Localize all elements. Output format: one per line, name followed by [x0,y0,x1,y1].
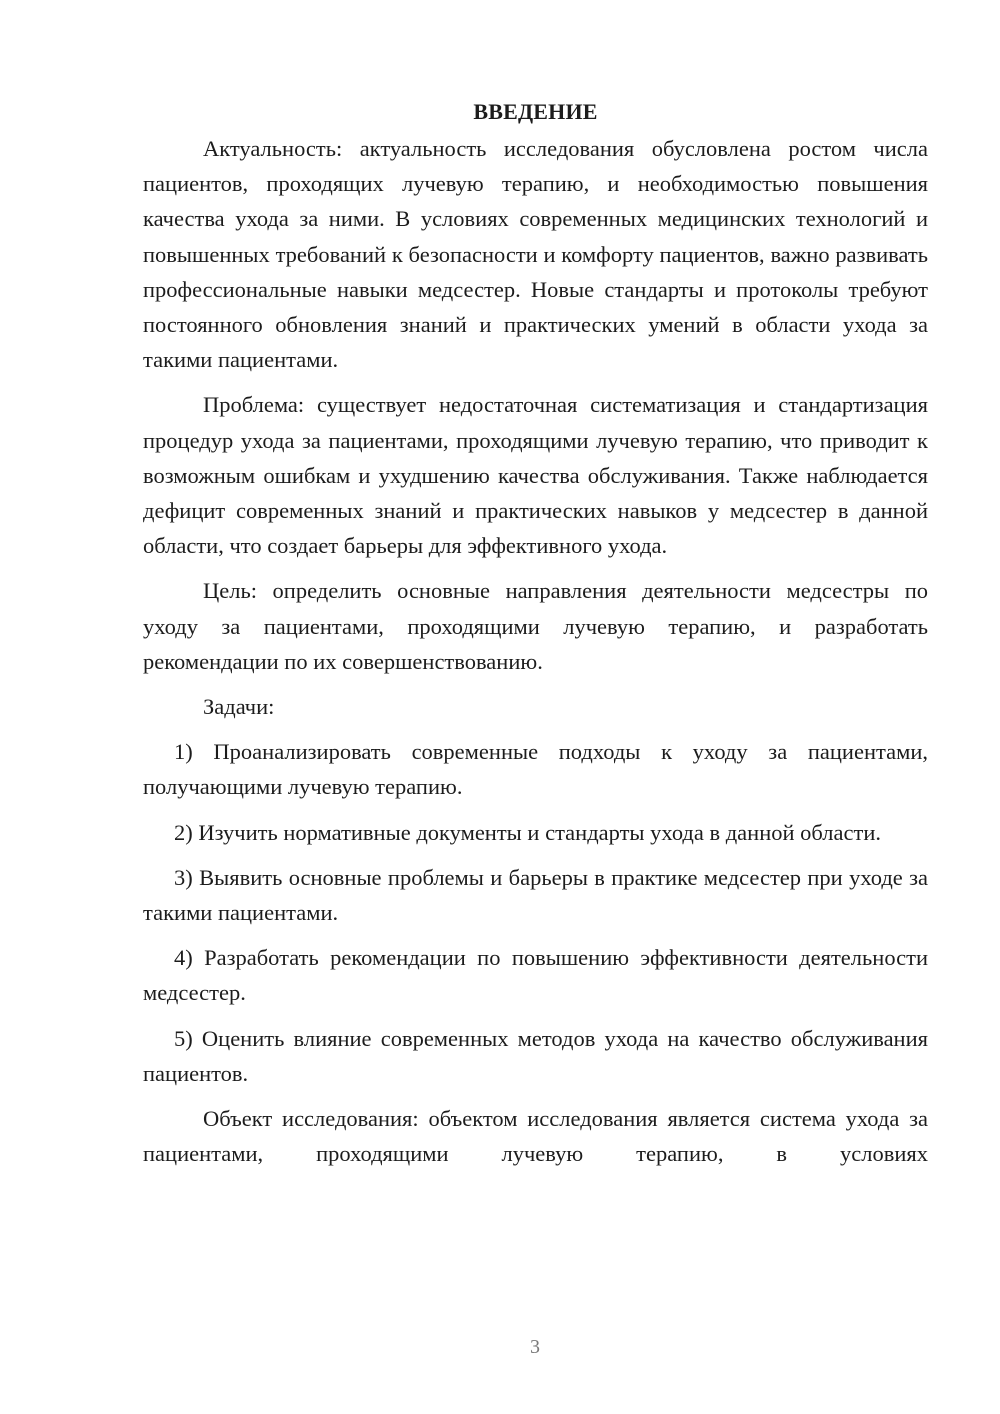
tasks-list [143,734,928,1091]
object-paragraph: Объект исследования: объектом исследования является система ухода за пациентами, проходящими лучевую терапию, в условиях [143,1106,928,1167]
page-number: 3 [530,1336,540,1358]
problem-paragraph: Проблема: существует недостаточная систематизация и стандартизация процедур ухода за пациентами, проходящими лучевую терапию, что приводит к возможным ошибкам и ухудшению качества обслуживания. Также наблюдается дефицит современных знаний и практических навыков у медсестер в данной области, что создает барьеры для эффективного ухода. [143,392,928,559]
tasks-label: Задачи: [203,694,275,720]
goal-paragraph: Цель: определить основные направления деятельности медсестры по уходу за пациентами, проходящими лучевую терапию, и разработать рекомендации по их совершенствованию. [143,578,928,674]
task-item-5: 5) Оценить влияние современных методов ухода на качество обслуживания пациентов. [143,1025,928,1086]
relevance-paragraph: Актуальность: актуальность исследования обусловлена ростом числа пациентов, проходящих лучевую терапию, и необходимостью повышения качества ухода за ними. В условиях современных медицинских технологий и повышенных требований к безопасности и комфорту пациентов, важно развивать профессиональные навыки медсестер. Новые стандарты и протоколы требуют постоянного обновления знаний и практических умений в области ухода за такими пациентами. [143,136,928,373]
task-item-2: 2) Изучить нормативные документы и стандарты ухода в данной области. [174,819,881,845]
section-heading: ВВЕДЕНИЕ [473,99,598,124]
task-item-3: 3) Выявить основные проблемы и барьеры в практике медсестер при уходе за такими пациентами. [143,864,928,926]
page-content [143,94,928,1181]
task-item-4: 4) Разработать рекомендации по повышению эффективности деятельности медсестер. [143,945,928,1006]
task-item-1: 1) Проанализировать современные подходы к уходу за пациентами, получающими лучевую терапию. [143,739,928,800]
